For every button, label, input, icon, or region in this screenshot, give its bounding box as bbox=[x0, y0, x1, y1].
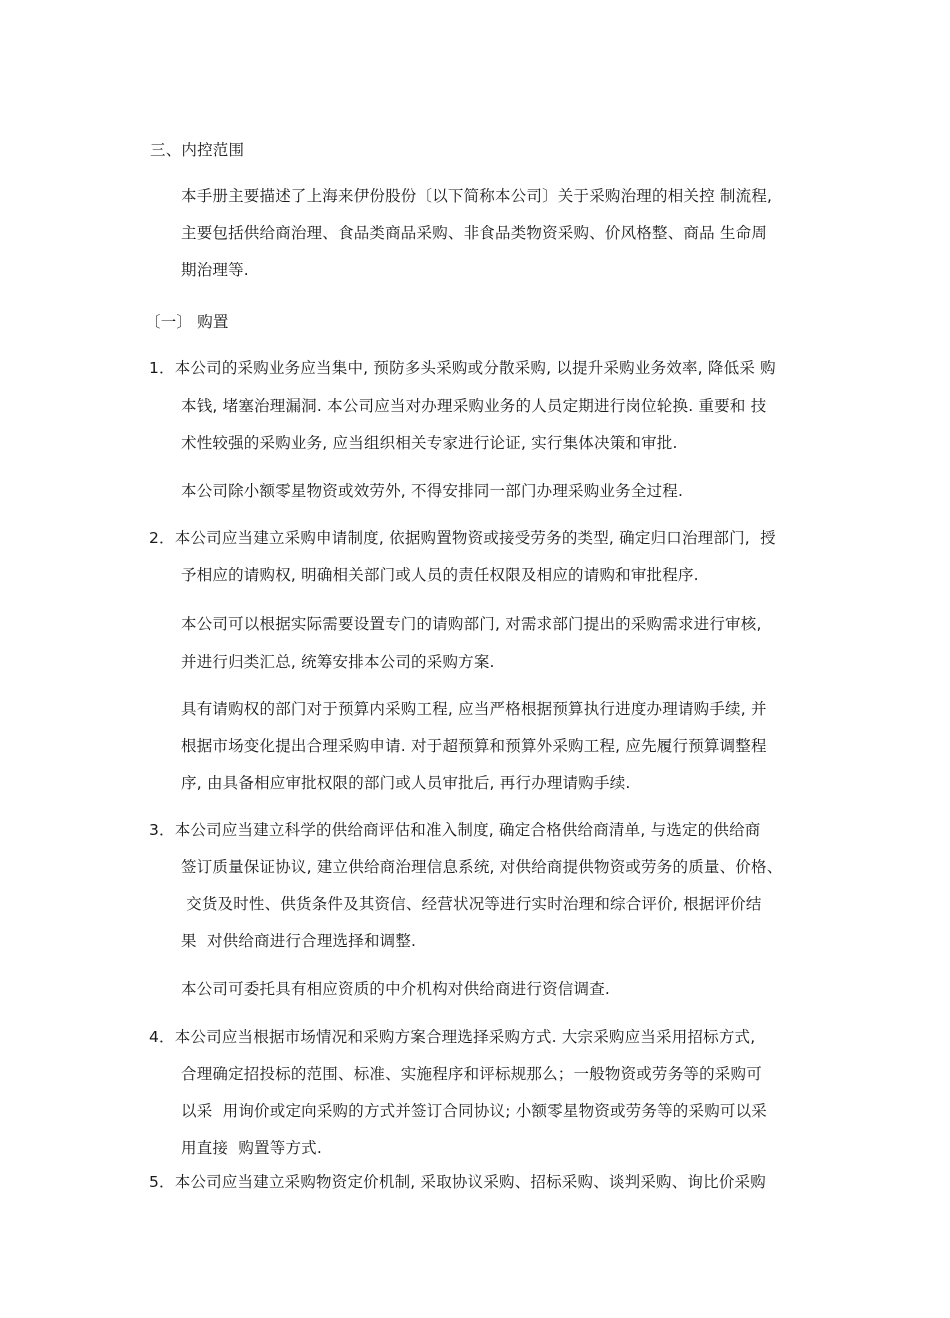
list-item-line: 1．本公司的采购业务应当集中, 预防多头采购或分散采购, 以提升采购业务效率, 降低采 购 bbox=[149, 359, 776, 377]
intro-line: 期治理等. bbox=[181, 261, 249, 279]
list-item-line: 果 对供给商进行合理选择和调整. bbox=[181, 932, 417, 950]
list-item-paragraph: 本公司可以根据实际需要设置专门的请购部门, 对需求部门提出的采购需求进行审核, bbox=[181, 615, 762, 633]
list-item-paragraph: 根据市场变化提出合理采购申请. 对于超预算和预算外采购工程, 应先履行预算调整程 bbox=[181, 737, 767, 755]
list-item-line: 合理确定招投标的范围、标准、实施程序和评标规那么；一般物资或劳务等的采购可 bbox=[181, 1065, 762, 1083]
list-item-line: 术性较强的采购业务, 应当组织相关专家进行论证, 实行集体决策和审批. bbox=[181, 434, 678, 452]
list-item-paragraph: 序, 由具备相应审批权限的部门或人员审批后, 再行办理请购手续. bbox=[181, 774, 631, 792]
list-item-line: 签订质量保证协议, 建立供给商治理信息系统, 对供给商提供物资或劳务的质量、价格、 bbox=[181, 858, 783, 876]
intro-line: 主要包括供给商治理、食品类商品采购、非食品类物资采购、价风格整、商品 生命周 bbox=[181, 224, 768, 242]
list-item-line: 以采 用询价或定向采购的方式并签订合同协议; 小额零星物资或劳务等的采购可以采 bbox=[181, 1102, 768, 1120]
list-item-line: 用直接 购置等方式. bbox=[181, 1139, 322, 1157]
list-item-line: 本钱, 堵塞治理漏洞. 本公司应当对办理采购业务的人员定期进行岗位轮换. 重要和 技 bbox=[181, 397, 767, 415]
intro-line: 本手册主要描述了上海来伊份股份〔以下简称本公司〕关于采购治理的相关控 制流程, bbox=[181, 187, 773, 205]
list-item-line: 交货及时性、供货条件及其资信、经营状况等进行实时治理和综合评价, 根据评价结 bbox=[181, 895, 762, 913]
list-item-line: 予相应的请购权, 明确相关部门或人员的责任权限及相应的请购和审批程序. bbox=[181, 566, 699, 584]
section-heading: 三、内控范围 bbox=[150, 141, 245, 159]
list-item-paragraph: 本公司可委托具有相应资质的中介机构对供给商进行资信调查. bbox=[181, 980, 611, 998]
list-item-paragraph: 具有请购权的部门对于预算内采购工程, 应当严格根据预算执行进度办理请购手续, 并 bbox=[181, 700, 767, 718]
list-item-line: 3．本公司应当建立科学的供给商评估和准入制度, 确定合格供给商清单, 与选定的供给商 bbox=[149, 821, 761, 839]
subsection-heading: 〔一〕 购置 bbox=[145, 313, 229, 331]
list-item-paragraph: 并进行归类汇总, 统筹安排本公司的采购方案. bbox=[181, 653, 495, 671]
list-item-line: 2．本公司应当建立采购申请制度, 依据购置物资或接受劳务的类型, 确定归口治理部门, 授 bbox=[149, 529, 776, 547]
list-item-line: 4．本公司应当根据市场情况和采购方案合理选择采购方式. 大宗采购应当采用招标方式, bbox=[149, 1028, 756, 1046]
list-item-paragraph: 本公司除小额零星物资或效劳外, 不得安排同一部门办理采购业务全过程. bbox=[181, 482, 684, 500]
list-item-line: 5．本公司应当建立采购物资定价机制, 采取协议采购、招标采购、谈判采购、询比价采购 bbox=[149, 1173, 766, 1191]
